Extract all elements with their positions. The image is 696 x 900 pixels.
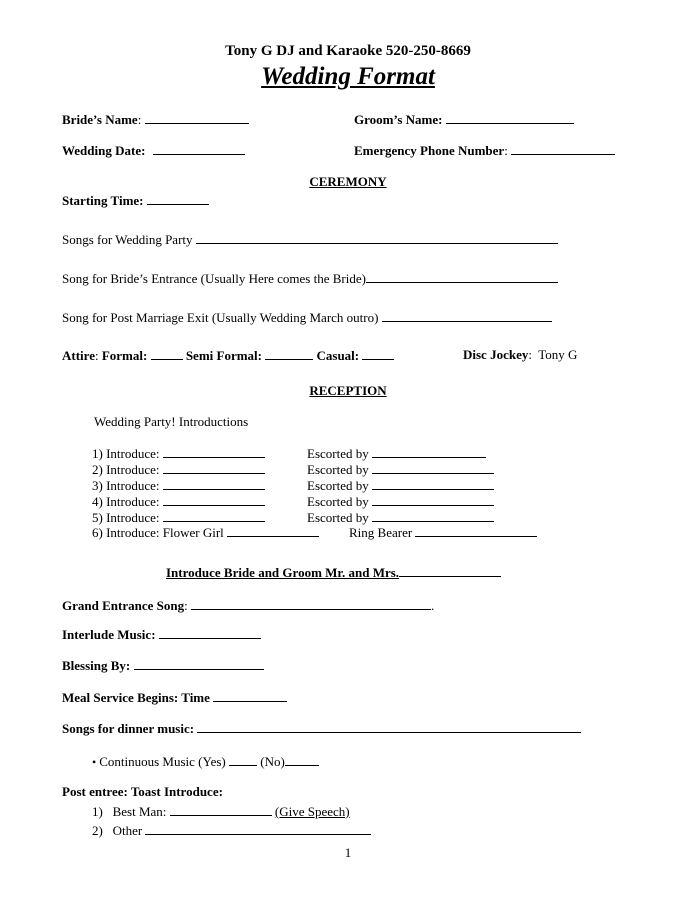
disc-jockey-label: Disc Jockey: [463, 347, 529, 362]
disc-jockey-colon: :: [528, 347, 532, 362]
escort-field[interactable]: [372, 446, 486, 458]
attire-semi-formal-field[interactable]: [265, 348, 313, 360]
grand-entrance-label: Grand Entrance Song: [62, 598, 185, 613]
introduction-field[interactable]: [163, 446, 265, 458]
introduction-label: 5) Introduce:: [92, 510, 160, 525]
attire-casual-field[interactable]: [362, 348, 394, 360]
meal-service-label: Meal Service Begins: Time: [62, 690, 210, 705]
best-man-field[interactable]: [170, 804, 272, 816]
grand-entrance-field[interactable]: [191, 598, 431, 610]
interlude-music-label: Interlude Music:: [62, 627, 156, 642]
attire-row: [62, 348, 394, 362]
introduction-label: 3) Introduce:: [92, 478, 160, 493]
bride-name-label: Bride’s Name: [62, 112, 138, 127]
introduction-row: [92, 510, 265, 524]
introduction-field[interactable]: [163, 510, 265, 522]
reception-heading: RECEPTION: [309, 383, 387, 398]
escort-row: [307, 446, 486, 460]
escort-row: [307, 510, 494, 524]
song-bride-entrance-label: Song for Bride’s Entrance (Usually Here comes the Bride): [62, 271, 366, 286]
song-post-marriage-row: [62, 310, 552, 324]
page-number: 1: [344, 845, 352, 860]
wedding-party-introductions: Wedding Party! Introductions: [94, 414, 249, 429]
attire-formal-label: Formal:: [101, 348, 148, 363]
starting-time-label: Starting Time:: [62, 193, 144, 208]
escort-field[interactable]: [372, 478, 494, 490]
introduce-bride-groom-label: Introduce Bride and Groom Mr. and Mrs.: [166, 565, 400, 580]
disc-jockey-name: Tony G: [538, 347, 578, 362]
introduction-label: 1) Introduce:: [92, 446, 160, 461]
ring-bearer-field[interactable]: [415, 525, 537, 537]
continuous-music-no-label: (No): [260, 754, 285, 769]
blessing-by-field[interactable]: [134, 658, 264, 670]
meal-service-row: [62, 690, 287, 704]
introduce-bride-groom-field[interactable]: [399, 565, 501, 577]
meal-service-time-field[interactable]: [213, 690, 287, 702]
blessing-by-label: Blessing By:: [62, 658, 131, 673]
song-post-marriage-field[interactable]: [382, 310, 552, 322]
groom-name-field[interactable]: [446, 112, 574, 124]
starting-time-field[interactable]: [147, 193, 209, 205]
emergency-phone-label: Emergency Phone Number: [354, 143, 505, 158]
dinner-music-label: Songs for dinner music:: [62, 721, 195, 736]
interlude-music-field[interactable]: [159, 627, 261, 639]
emergency-phone-field[interactable]: [511, 143, 615, 155]
grand-entrance-row: [62, 598, 434, 612]
songs-wedding-party-label: Songs for Wedding Party: [62, 232, 193, 247]
grand-entrance-period: .: [430, 598, 435, 613]
other-toast-field[interactable]: [145, 823, 371, 835]
introduction-label: 4) Introduce:: [92, 494, 160, 509]
bride-name-field[interactable]: [145, 112, 249, 124]
continuous-music-row: [92, 754, 319, 768]
flower-girl-row: [92, 525, 319, 539]
escort-row: [307, 494, 494, 508]
escort-row: [307, 478, 494, 492]
toast-item-label: Best Man:: [112, 804, 167, 819]
introduction-row: [92, 446, 265, 460]
flower-girl-field[interactable]: [227, 525, 319, 537]
blessing-by-row: [62, 658, 264, 672]
grand-entrance-colon: :: [184, 598, 188, 613]
escort-row: [307, 462, 494, 476]
songs-wedding-party-row: [62, 232, 558, 246]
songs-wedding-party-field[interactable]: [196, 232, 558, 244]
continuous-music-no-field[interactable]: [285, 754, 319, 766]
page-title: Wedding Format: [261, 63, 435, 90]
introduction-field[interactable]: [163, 462, 265, 474]
introduction-label: 2) Introduce:: [92, 462, 160, 477]
introduce-bride-groom-row: [166, 565, 501, 579]
wedding-date-row: [62, 143, 245, 157]
ring-bearer-row: [349, 525, 537, 539]
business-header: Tony G DJ and Karaoke 520-250-8669: [225, 43, 471, 59]
escort-label: Escorted by: [307, 510, 369, 525]
escort-label: Escorted by: [307, 446, 369, 461]
emergency-phone-row: [354, 143, 615, 157]
song-post-marriage-label: Song for Post Marriage Exit (Usually Wedding March outro): [62, 310, 379, 325]
toast-item-number: 1): [92, 804, 103, 819]
attire-semi-formal-label: Semi Formal:: [185, 348, 262, 363]
starting-time-row: [62, 193, 209, 207]
toast-item-number: 2): [92, 823, 103, 838]
groom-name-label: Groom’s Name:: [354, 112, 443, 127]
introduction-row: [92, 462, 265, 476]
wedding-date-label: Wedding Date:: [62, 143, 146, 158]
escort-label: Escorted by: [307, 478, 369, 493]
bullet-icon: •: [92, 755, 97, 769]
dinner-music-row: [62, 721, 581, 735]
disc-jockey-row: [463, 348, 577, 361]
toast-item-label: Other: [112, 823, 143, 838]
song-bride-entrance-row: [62, 271, 558, 285]
attire-formal-field[interactable]: [151, 348, 183, 360]
escort-label: Escorted by: [307, 462, 369, 477]
attire-colon: :: [94, 348, 99, 363]
flower-girl-label: 6) Introduce: Flower Girl: [92, 525, 224, 540]
escort-label: Escorted by: [307, 494, 369, 509]
introduction-row: [92, 478, 265, 492]
attire-casual-label: Casual:: [316, 348, 360, 363]
introduction-field[interactable]: [163, 478, 265, 490]
dinner-music-field[interactable]: [197, 721, 581, 733]
continuous-music-yes-field[interactable]: [229, 754, 257, 766]
escort-field[interactable]: [372, 462, 494, 474]
toast-item: [92, 804, 350, 818]
introduction-row: [92, 494, 265, 508]
escort-field[interactable]: [372, 494, 494, 506]
emergency-phone-colon: :: [504, 143, 508, 158]
post-entree-toast-label: Post entree: Toast Introduce:: [62, 784, 223, 799]
ring-bearer-label: Ring Bearer: [349, 525, 413, 540]
toast-item: [92, 823, 371, 837]
bride-name-colon: :: [137, 112, 142, 127]
introduction-field[interactable]: [163, 494, 265, 506]
wedding-date-field[interactable]: [153, 143, 245, 155]
ceremony-heading: CEREMONY: [309, 174, 387, 189]
bride-name-row: [62, 112, 249, 126]
song-bride-entrance-field[interactable]: [366, 271, 558, 283]
continuous-music-yes-label: Continuous Music (Yes): [99, 754, 226, 769]
give-speech-note: (Give Speech): [274, 804, 350, 819]
groom-name-row: [354, 112, 574, 126]
escort-field[interactable]: [372, 510, 494, 522]
interlude-music-row: [62, 627, 261, 641]
attire-label: Attire: [62, 348, 95, 363]
